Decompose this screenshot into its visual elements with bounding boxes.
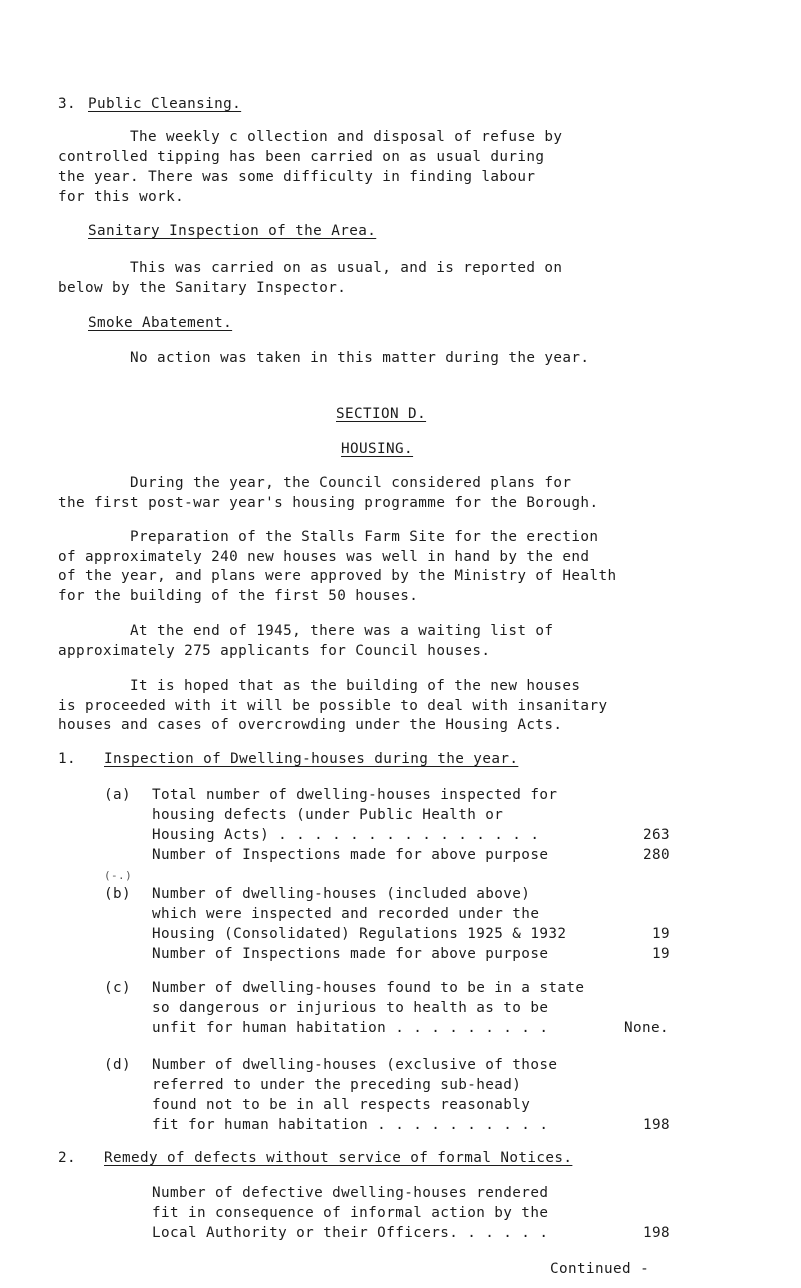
item-b-label: (b) bbox=[104, 886, 132, 902]
subsection-1-title: Inspection of Dwelling-houses during the year. bbox=[104, 751, 519, 767]
item-a-value-inspections: 280 bbox=[642, 847, 670, 863]
item-c-label: (c) bbox=[104, 980, 132, 996]
paragraph-line: It is hoped that as the building of the new houses bbox=[130, 678, 581, 694]
stray-mark: (-.) bbox=[104, 869, 133, 882]
item-b-line: Housing (Consolidated) Regulations 1925 & 1932 bbox=[152, 926, 567, 942]
subsection-2-number: 2. bbox=[58, 1150, 77, 1166]
item-a-line: housing defects (under Public Health or bbox=[152, 807, 504, 823]
paragraph-line: is proceeded with it will be possible to deal with insanitary bbox=[58, 698, 608, 714]
subsection-2-line: fit in consequence of informal action by the bbox=[152, 1205, 549, 1221]
item-c-line: Number of dwelling-houses found to be in a state bbox=[152, 980, 585, 996]
paragraph-line: the year. There was some difficulty in finding labour bbox=[58, 169, 536, 185]
paragraph-line: During the year, the Council considered plans for bbox=[130, 475, 572, 491]
section-d-heading: SECTION D. bbox=[336, 406, 427, 422]
item-b-value-houses: 19 bbox=[651, 926, 670, 942]
paragraph-line: for the building of the first 50 houses. bbox=[58, 588, 419, 604]
item-a-label: (a) bbox=[104, 787, 132, 803]
paragraph-line: controlled tipping has been carried on as usual during bbox=[58, 149, 545, 165]
item-b-line: which were inspected and recorded under the bbox=[152, 906, 540, 922]
subsection-1-number: 1. bbox=[58, 751, 77, 767]
paragraph-line: At the end of 1945, there was a waiting list of bbox=[130, 623, 554, 639]
paragraph-line: for this work. bbox=[58, 189, 185, 205]
section-3-number: 3. bbox=[58, 96, 77, 112]
continued-note: Continued - bbox=[550, 1261, 650, 1277]
item-c-value: None. bbox=[623, 1020, 669, 1036]
paragraph-line: the first post-war year's housing programme for the Borough. bbox=[58, 495, 599, 511]
item-d-line: Number of dwelling-houses (exclusive of those bbox=[152, 1057, 558, 1073]
item-d-line: fit for human habitation . . . . . . . . . . bbox=[152, 1117, 549, 1133]
item-a-value-houses: 263 bbox=[642, 827, 670, 843]
item-d-line: found not to be in all respects reasonably bbox=[152, 1097, 531, 1113]
subsection-2-title: Remedy of defects without service of formal Notices. bbox=[104, 1150, 573, 1166]
item-d-label: (d) bbox=[104, 1057, 132, 1073]
item-a-line: Housing Acts) . . . . . . . . . . . . . . . bbox=[152, 827, 540, 843]
section-3-title: Public Cleansing. bbox=[88, 96, 242, 112]
subsection-2-line: Number of defective dwelling-houses rendered bbox=[152, 1185, 549, 1201]
heading-sanitary-inspection: Sanitary Inspection of the Area. bbox=[88, 223, 377, 239]
paragraph-line: below by the Sanitary Inspector. bbox=[58, 280, 347, 296]
item-b-line: Number of Inspections made for above purpose bbox=[152, 946, 549, 962]
paragraph-line: Preparation of the Stalls Farm Site for the erection bbox=[130, 529, 599, 545]
item-c-line: so dangerous or injurious to health as to be bbox=[152, 1000, 549, 1016]
paragraph-line: approximately 275 applicants for Council houses. bbox=[58, 643, 491, 659]
item-b-value-inspections: 19 bbox=[651, 946, 670, 962]
heading-smoke-abatement: Smoke Abatement. bbox=[88, 315, 233, 331]
paragraph-line: The weekly c ollection and disposal of refuse by bbox=[130, 129, 563, 145]
paragraph-line: No action was taken in this matter during the year. bbox=[130, 350, 590, 366]
paragraph-line: of approximately 240 new houses was well in hand by the end bbox=[58, 549, 590, 565]
subsection-2-line: Local Authority or their Officers. . . . . . bbox=[152, 1225, 549, 1241]
paragraph-line: houses and cases of overcrowding under the Housing Acts. bbox=[58, 717, 563, 733]
item-b-line: Number of dwelling-houses (included above) bbox=[152, 886, 531, 902]
housing-heading: HOUSING. bbox=[341, 441, 414, 457]
item-d-line: referred to under the preceding sub-head) bbox=[152, 1077, 522, 1093]
paragraph-line: of the year, and plans were approved by the Ministry of Health bbox=[58, 568, 617, 584]
item-a-line: Total number of dwelling-houses inspected for bbox=[152, 787, 558, 803]
item-a-line: Number of Inspections made for above purpose bbox=[152, 847, 549, 863]
subsection-2-value: 198 bbox=[642, 1225, 670, 1241]
paragraph-line: This was carried on as usual, and is reported on bbox=[130, 260, 563, 276]
item-c-line: unfit for human habitation . . . . . . . . . bbox=[152, 1020, 549, 1036]
item-d-value: 198 bbox=[642, 1117, 670, 1133]
